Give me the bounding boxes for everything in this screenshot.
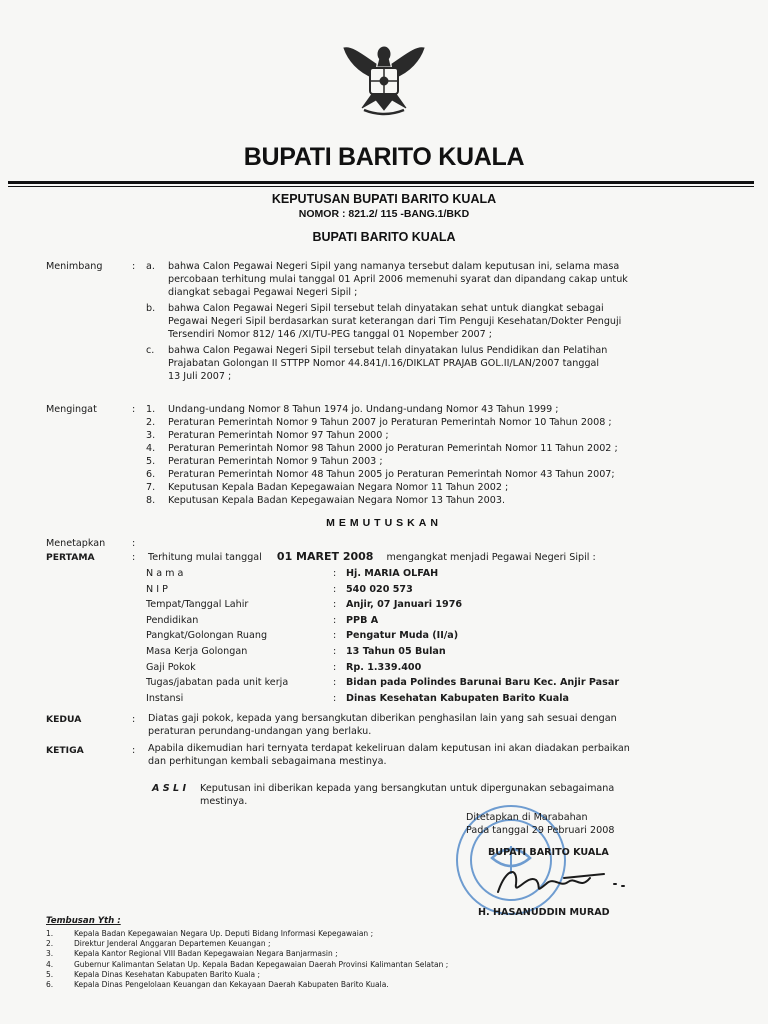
colon: :: [333, 662, 337, 673]
field-value: 540 020 573: [346, 584, 413, 595]
text-line: dan perhitungan kembali sebagaimana mestinya.: [148, 756, 387, 767]
tembusan-title: Tembusan Yth :: [46, 916, 121, 926]
text-line: Pegawai Negeri Sipil berdasarkan surat keterangan dari Tim Penguji Kesehatan/Dokter Penguji: [168, 316, 622, 327]
field-value: Bidan pada Polindes Barunai Baru Kec. Anjir Pasar: [346, 677, 620, 688]
field-label: N a m a: [146, 568, 184, 579]
field-value: Pengatur Muda (II/a): [346, 630, 459, 641]
list-marker: a.: [146, 261, 155, 272]
mengingat-item: Peraturan Pemerintah Nomor 9 Tahun 2007 jo Peraturan Pemerintah Nomor 10 Tahun 2008 ;: [168, 417, 612, 428]
field-label: Pendidikan: [146, 615, 199, 626]
handwritten-signature: [494, 862, 634, 900]
list-marker: 5.: [146, 456, 156, 467]
ketiga-text: [148, 742, 738, 768]
mengingat-item: Peraturan Pemerintah Nomor 97 Tahun 2000 ;: [168, 430, 389, 441]
menimbang-item-c: [168, 344, 736, 383]
field-value: 13 Tahun 05 Bulan: [346, 646, 446, 657]
text-line: Diatas gaji pokok, kepada yang bersangkutan diberikan penghasilan lain yang sah sesuai dengan: [148, 713, 617, 724]
colon: :: [132, 538, 136, 549]
header-divider-thin: [8, 186, 754, 187]
decree-number: NOMOR : 821.2/ 115 -BANG.1/BKD: [298, 208, 470, 220]
field-value: Dinas Kesehatan Kabupaten Barito Kuala: [346, 693, 569, 704]
memutuskan-heading: MEMUTUSKAN: [326, 517, 442, 529]
field-label: N I P: [146, 584, 168, 595]
field-label: Tempat/Tanggal Lahir: [146, 599, 249, 610]
mengingat-item: Keputusan Kepala Badan Kepegawaian Negara Nomor 13 Tahun 2003.: [168, 495, 505, 506]
signature-office: BUPATI BARITO KUALA: [488, 847, 609, 858]
text-line: diangkat sebagai Pegawai Negeri Sipil ;: [168, 287, 358, 298]
field-value: Anjir, 07 Januari 1976: [346, 599, 463, 610]
page-title: BUPATI BARITO KUALA: [243, 143, 525, 171]
list-marker: 3.: [146, 430, 156, 441]
signatory-name: H. HASANUDDIN MURAD: [478, 907, 610, 918]
list-marker: 2.: [146, 417, 156, 428]
colon: :: [333, 646, 337, 657]
colon: :: [333, 630, 337, 641]
colon: :: [132, 714, 136, 725]
kedua-label: KEDUA: [46, 714, 82, 725]
mengingat-item: Peraturan Pemerintah Nomor 98 Tahun 2000 jo Peraturan Pemerintah Nomor 11 Tahun 2002 ;: [168, 443, 618, 454]
colon: :: [132, 261, 136, 272]
mengingat-item: Peraturan Pemerintah Nomor 48 Tahun 2005 jo Peraturan Pemerintah Nomor 43 Tahun 2007;: [168, 469, 615, 480]
mengingat-item: Peraturan Pemerintah Nomor 9 Tahun 2003 ;: [168, 456, 383, 467]
text-line: 13 Juli 2007 ;: [168, 371, 232, 382]
text-line: Keputusan ini diberikan kepada yang bersangkutan untuk dipergunakan sebagaimana: [200, 783, 615, 794]
field-value: Hj. MARIA OLFAH: [346, 568, 439, 579]
text-line: bahwa Calon Pegawai Negeri Sipil tersebut telah dinyatakan sehat untuk diangkat sebagai: [168, 303, 604, 314]
list-item: 6. Kepala Dinas Pengelolaan Keuangan dan Kekayaan Daerah Kabupaten Barito Kuala.: [46, 980, 389, 990]
kedua-text: [148, 712, 738, 738]
text-line: bahwa Calon Pegawai Negeri Sipil yang namanya tersebut dalam keputusan ini, selama masa: [168, 261, 620, 272]
colon: :: [333, 615, 337, 626]
list-marker: 7.: [146, 482, 156, 493]
colon: :: [333, 584, 337, 595]
text-line: Prajabatan Golongan II STTPP Nomor 44.841/I.16/DIKLAT PRAJAB GOL.II/LAN/2007 tanggal: [168, 358, 600, 369]
list-item: 4. Gubernur Kalimantan Selatan Up. Kepala Badan Kepegawaian Daerah Provinsi Kalimantan Selatan ;: [46, 959, 449, 969]
mengingat-item: Keputusan Kepala Badan Kepegawaian Negara Nomor 11 Tahun 2002 ;: [168, 482, 509, 493]
colon: :: [333, 599, 337, 610]
text-line: percobaan terhitung mulai tanggal 01 April 2006 memenuhi syarat dan dipandang cakap untuk: [168, 274, 628, 285]
text-line: Tersendiri Nomor 812/ 146 /XI/TU-PEG tanggal 01 Nopember 2007 ;: [168, 329, 493, 340]
colon: :: [333, 693, 337, 704]
list-marker: 8.: [146, 495, 156, 506]
signature-date: Pada tanggal 29 Pebruari 2008: [466, 825, 615, 836]
garuda-emblem-icon: [340, 38, 428, 122]
field-label: Gaji Pokok: [146, 662, 196, 673]
decree-title: KEPUTUSAN BUPATI BARITO KUALA: [271, 192, 497, 206]
text-line: peraturan perundang-undangan yang berlaku.: [148, 726, 372, 737]
intro-prefix: Terhitung mulai tanggal: [148, 552, 262, 563]
field-label: Instansi: [146, 693, 184, 704]
mengingat-item: Undang-undang Nomor 8 Tahun 1974 jo. Undang-undang Nomor 43 Tahun 1999 ;: [168, 404, 559, 415]
list-item: 5. Kepala Dinas Kesehatan Kabupaten Barito Kuala ;: [46, 969, 261, 979]
list-marker: 6.: [146, 469, 156, 480]
header-divider: [8, 181, 754, 184]
menimbang-label: Menimbang: [46, 261, 103, 272]
menimbang-item-a: [168, 260, 736, 299]
field-label: Tugas/jabatan pada unit kerja: [146, 677, 289, 688]
colon: :: [132, 404, 136, 415]
list-marker: 4.: [146, 443, 156, 454]
field-value: Rp. 1.339.400: [346, 662, 422, 673]
colon: :: [132, 745, 136, 756]
decree-issuer: BUPATI BARITO KUALA: [312, 230, 456, 244]
pertama-intro: [148, 550, 748, 564]
pertama-label: PERTAMA: [46, 552, 95, 563]
list-marker: c.: [146, 345, 155, 356]
field-value: PPB A: [346, 615, 379, 626]
colon: :: [132, 552, 136, 563]
menimbang-item-b: [168, 302, 736, 341]
intro-date: 01 MARET 2008: [276, 550, 374, 563]
field-label: Pangkat/Golongan Ruang: [146, 630, 268, 641]
menetapkan-label: Menetapkan: [46, 538, 106, 549]
signature-place: Ditetapkan di Marabahan: [466, 812, 588, 823]
text-line: mestinya.: [200, 796, 248, 807]
colon: :: [333, 568, 337, 579]
tembusan-list: [46, 929, 448, 990]
intro-suffix: mengangkat menjadi Pegawai Negeri Sipil :: [386, 552, 596, 563]
list-item: 1. Kepala Badan Kepegawaian Negara Up. Deputi Bidang Informasi Kepegawaian ;: [46, 929, 374, 938]
field-label: Masa Kerja Golongan: [146, 646, 248, 657]
list-item: 3. Kepala Kantor Regional VIII Badan Kepegawaian Negara Banjarmasin ;: [46, 949, 338, 959]
list-item: 2. Direktur Jenderal Anggaran Departemen Keuangan ;: [46, 939, 271, 949]
text-line: bahwa Calon Pegawai Negeri Sipil tersebut telah dinyatakan lulus Pendidikan dan Pelatihan: [168, 345, 608, 356]
ketiga-label: KETIGA: [46, 745, 84, 756]
list-marker: b.: [146, 303, 156, 314]
list-marker: 1.: [146, 404, 156, 415]
mengingat-label: Mengingat: [46, 404, 97, 415]
colon: :: [333, 677, 337, 688]
asli-label: A S L I: [152, 783, 187, 794]
text-line: Apabila dikemudian hari ternyata terdapat kekeliruan dalam keputusan ini akan diadakan perbaikan: [148, 743, 630, 754]
